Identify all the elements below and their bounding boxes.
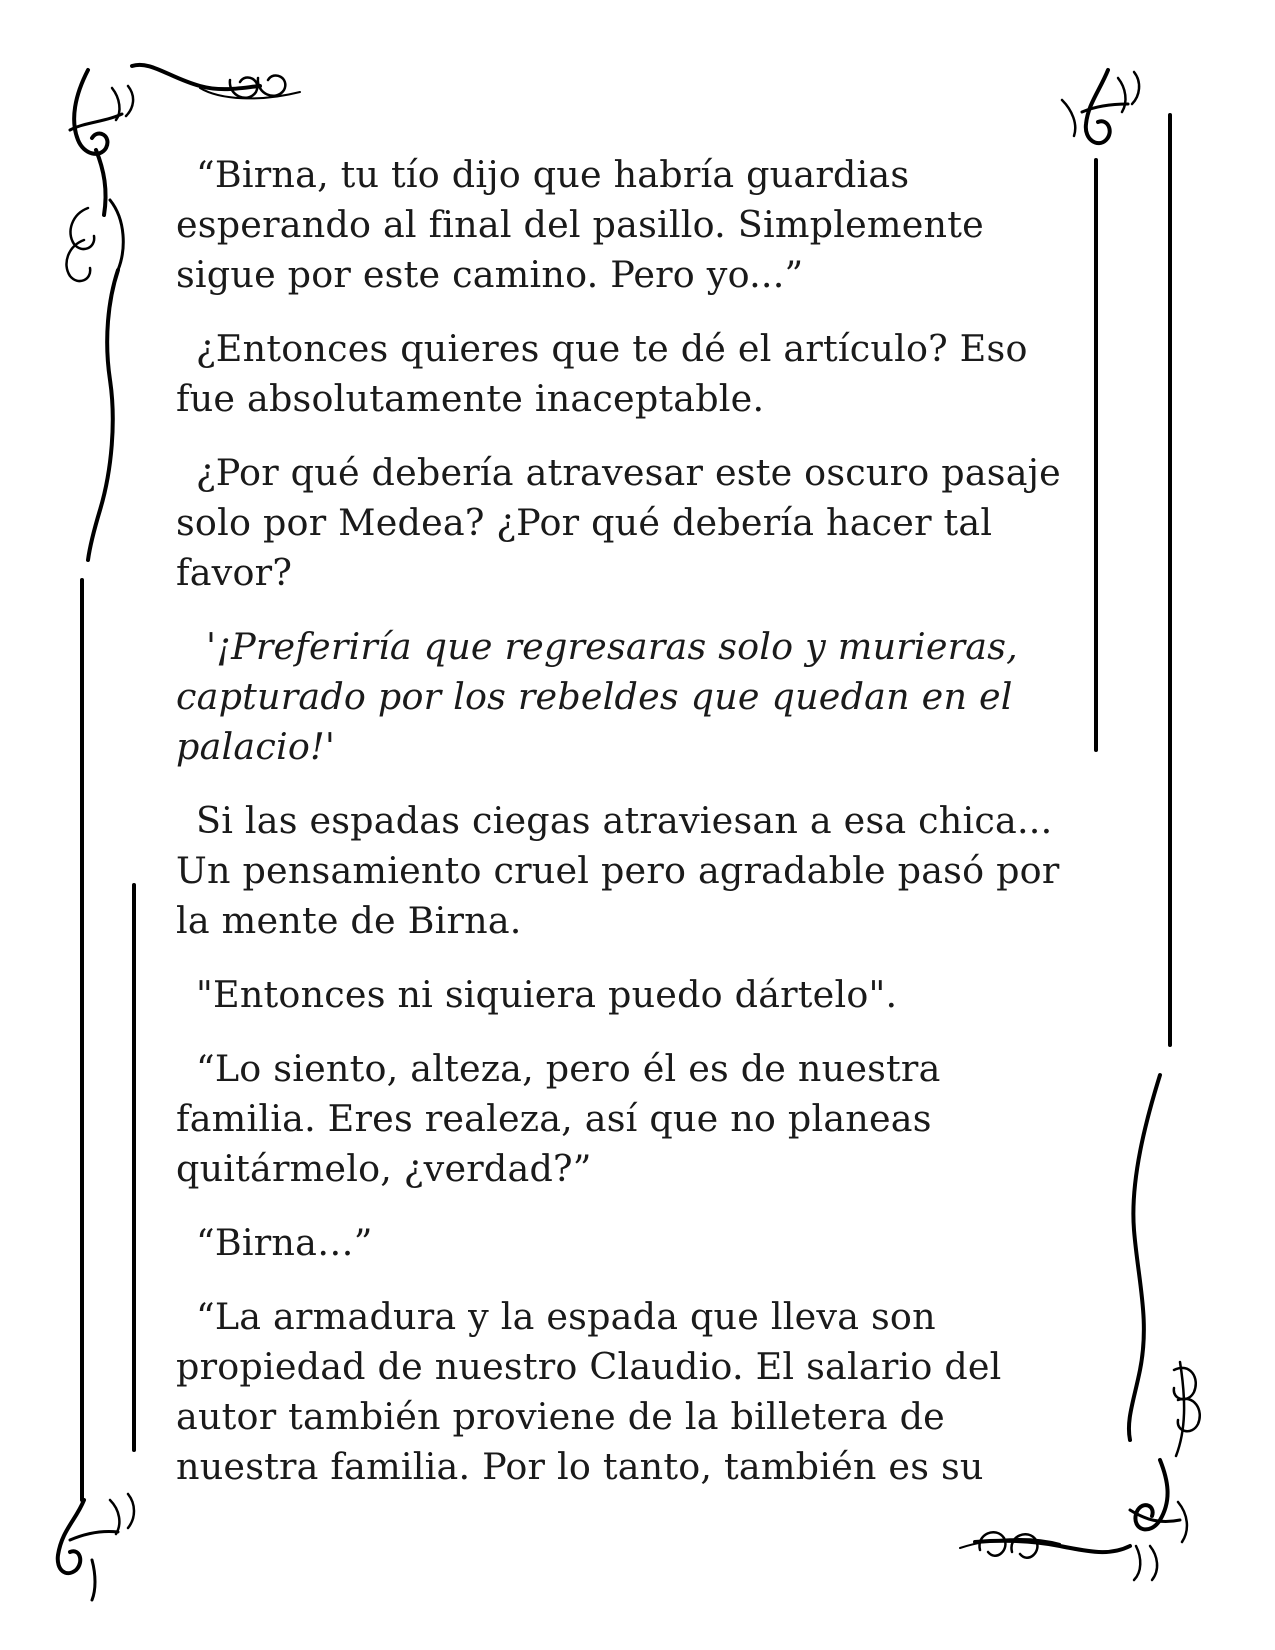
paragraph-9: “La armadura y la espada que lleva son propiedad de nuestro Claudio. El salario del autor también proviene de la billetera de nuestra familia. Por lo tanto, también es su [176, 1295, 1002, 1488]
paragraph-6: "Entonces ni siquiera puedo dártelo". [196, 973, 898, 1016]
paragraph-8: “Birna…” [196, 1221, 373, 1264]
paragraph-7: “Lo siento, alteza, pero él es de nuestra familia. Eres realeza, así que no planeas quitármelo, ¿verdad?” [176, 1047, 941, 1190]
paragraph-5: Si las espadas ciegas atraviesan a esa chica... Un pensamiento cruel pero agradable pasó por la mente de Birna. [176, 799, 1060, 942]
paragraph-1: “Birna, tu tío dijo que habría guardias esperando al final del pasillo. Simplemente sigue por este camino. Pero yo...” [176, 153, 984, 296]
paragraph-2: ¿Entonces quieres que te dé el artículo? Eso fue absolutamente inaceptable. [176, 327, 1028, 420]
top-right-flourish-icon [1062, 70, 1139, 143]
page-body [176, 150, 1076, 1516]
paragraph-4-thought: '¡Preferiría que regresaras solo y murieras, capturado por los rebeldes que quedan en el palacio!' [176, 625, 1018, 768]
bottom-left-flourish-icon [58, 1494, 134, 1600]
paragraph-3: ¿Por qué debería atravesar este oscuro pasaje solo por Medea? ¿Por qué debería hacer tal favor? [176, 451, 1061, 594]
